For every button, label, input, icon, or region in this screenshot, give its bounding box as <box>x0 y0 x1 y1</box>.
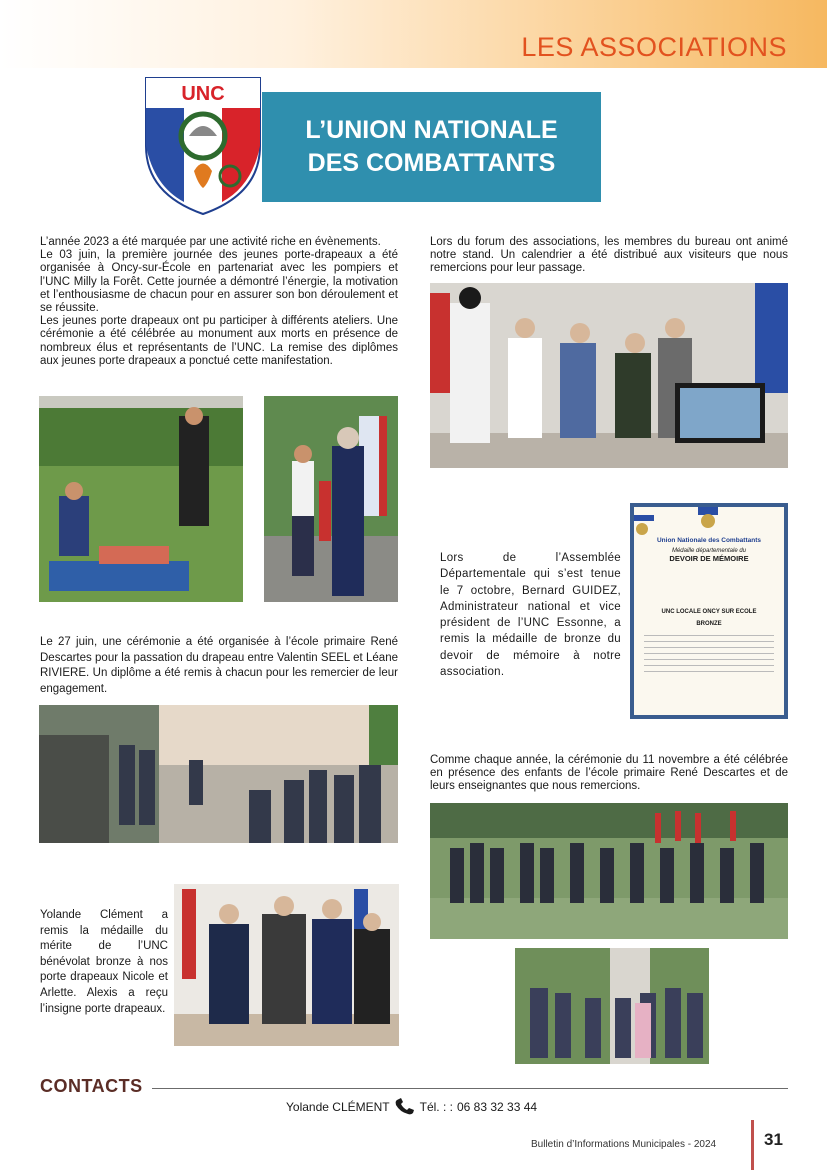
certificate-recipient: UNC LOCALE ONCY SUR ECOLE <box>661 609 757 615</box>
footer-divider <box>751 1120 754 1170</box>
certificate-line-1: Médaille départementale du <box>671 548 747 554</box>
certificate-line-2: DEVOIR DE MÉMOIRE <box>669 554 749 563</box>
phone-icon <box>394 1098 416 1116</box>
intro-text <box>40 236 398 368</box>
paragraph: Le 03 juin, la première journée des jeunes porte-drapeaux a été organisée à Oncy-sur-École en partenariat avec les pompiers et l’UNC Milly la Forêt. Cette journée a démontré l’énergie, la motivation et l’enthousiasme de chacun pour en assurer son bon déroulement et se réussite. <box>40 249 398 315</box>
certificate-grade: BRONZE <box>696 621 722 627</box>
unc-shield-icon <box>144 76 262 216</box>
contact-row <box>286 1098 537 1116</box>
title-line-2: DES COMBATTANTS <box>307 149 556 177</box>
contacts-title: CONTACTS <box>40 1076 143 1096</box>
armistice-text: Comme chaque année, la cérémonie du 11 novembre a été célébrée en présence des enfants de l’école primaire René Descartes et de leurs enseignantes que nous remercions. <box>430 754 788 793</box>
photo-armistice-ceremony <box>430 803 788 939</box>
certificate-org: Union Nationale des Combattants <box>656 537 761 544</box>
school-ceremony-text: Le 27 juin, une cérémonie a été organisée à l’école primaire René Descartes pour la passation du drapeau entre Valentin SEEL et Léane RIVIERE. Un diplôme a été remis à chacun pour les remercier de leur engagement. <box>40 636 398 695</box>
medal-icon <box>634 507 784 537</box>
forum-text: Lors du forum des associations, les membres du bureau ont animé notre stand. Un calendrier a été distribué aux visiteurs que nous remercions pour leur passage. <box>430 236 788 275</box>
photo-diploma-ceremony <box>264 396 398 602</box>
medal-merit-text: Yolande Clément a remis la médaille du mérite de l’UNC bénévolat bronze à nos porte drapeaux Nicole et Arlette. Alexis a reçu l’insigne porte drapeaux. <box>40 909 168 1015</box>
section-title: LES ASSOCIATIONS <box>521 32 787 62</box>
page-number: 31 <box>764 1130 783 1149</box>
title-line-1: L’UNION NATIONALE <box>305 116 558 144</box>
assembly-text: Lors de l’Assemblée Départementale qui s’est tenue le 7 octobre, Bernard GUIDEZ, Administrateur national et vice président de l’UNC Essonne, a remis la médaille de bronze du devoir de mémoire à notre association. <box>440 552 621 679</box>
photo-school-ceremony <box>39 705 398 843</box>
footer-text: Bulletin d’Informations Municipales - 2024 <box>531 1139 717 1150</box>
photo-children-ceremony <box>515 948 709 1064</box>
contact-phone[interactable]: 06 83 32 33 44 <box>456 1100 538 1114</box>
certificate-image <box>630 503 788 719</box>
contact-name: Yolande CLÉMENT <box>286 1100 390 1114</box>
contacts-divider <box>152 1088 788 1089</box>
photo-medal-merit <box>174 884 399 1046</box>
article-title <box>262 92 601 202</box>
photo-first-aid-workshop <box>39 396 243 602</box>
contact-phone-label: Tél. : : <box>419 1100 453 1114</box>
paragraph: Les jeunes porte drapeaux ont pu participer à différents ateliers. Une cérémonie a été célébrée au monument aux morts en présence de nombreux élus et représentants de l’UNC. La remise des diplômes aux jeunes porte drapeaux a ponctué cette manifestation. <box>40 315 398 367</box>
paragraph: L’année 2023 a été marquée par une activité riche en évènements. <box>40 236 381 248</box>
logo-text: UNC <box>181 83 225 105</box>
photo-forum-stand <box>430 283 788 468</box>
unc-logo <box>144 76 262 216</box>
